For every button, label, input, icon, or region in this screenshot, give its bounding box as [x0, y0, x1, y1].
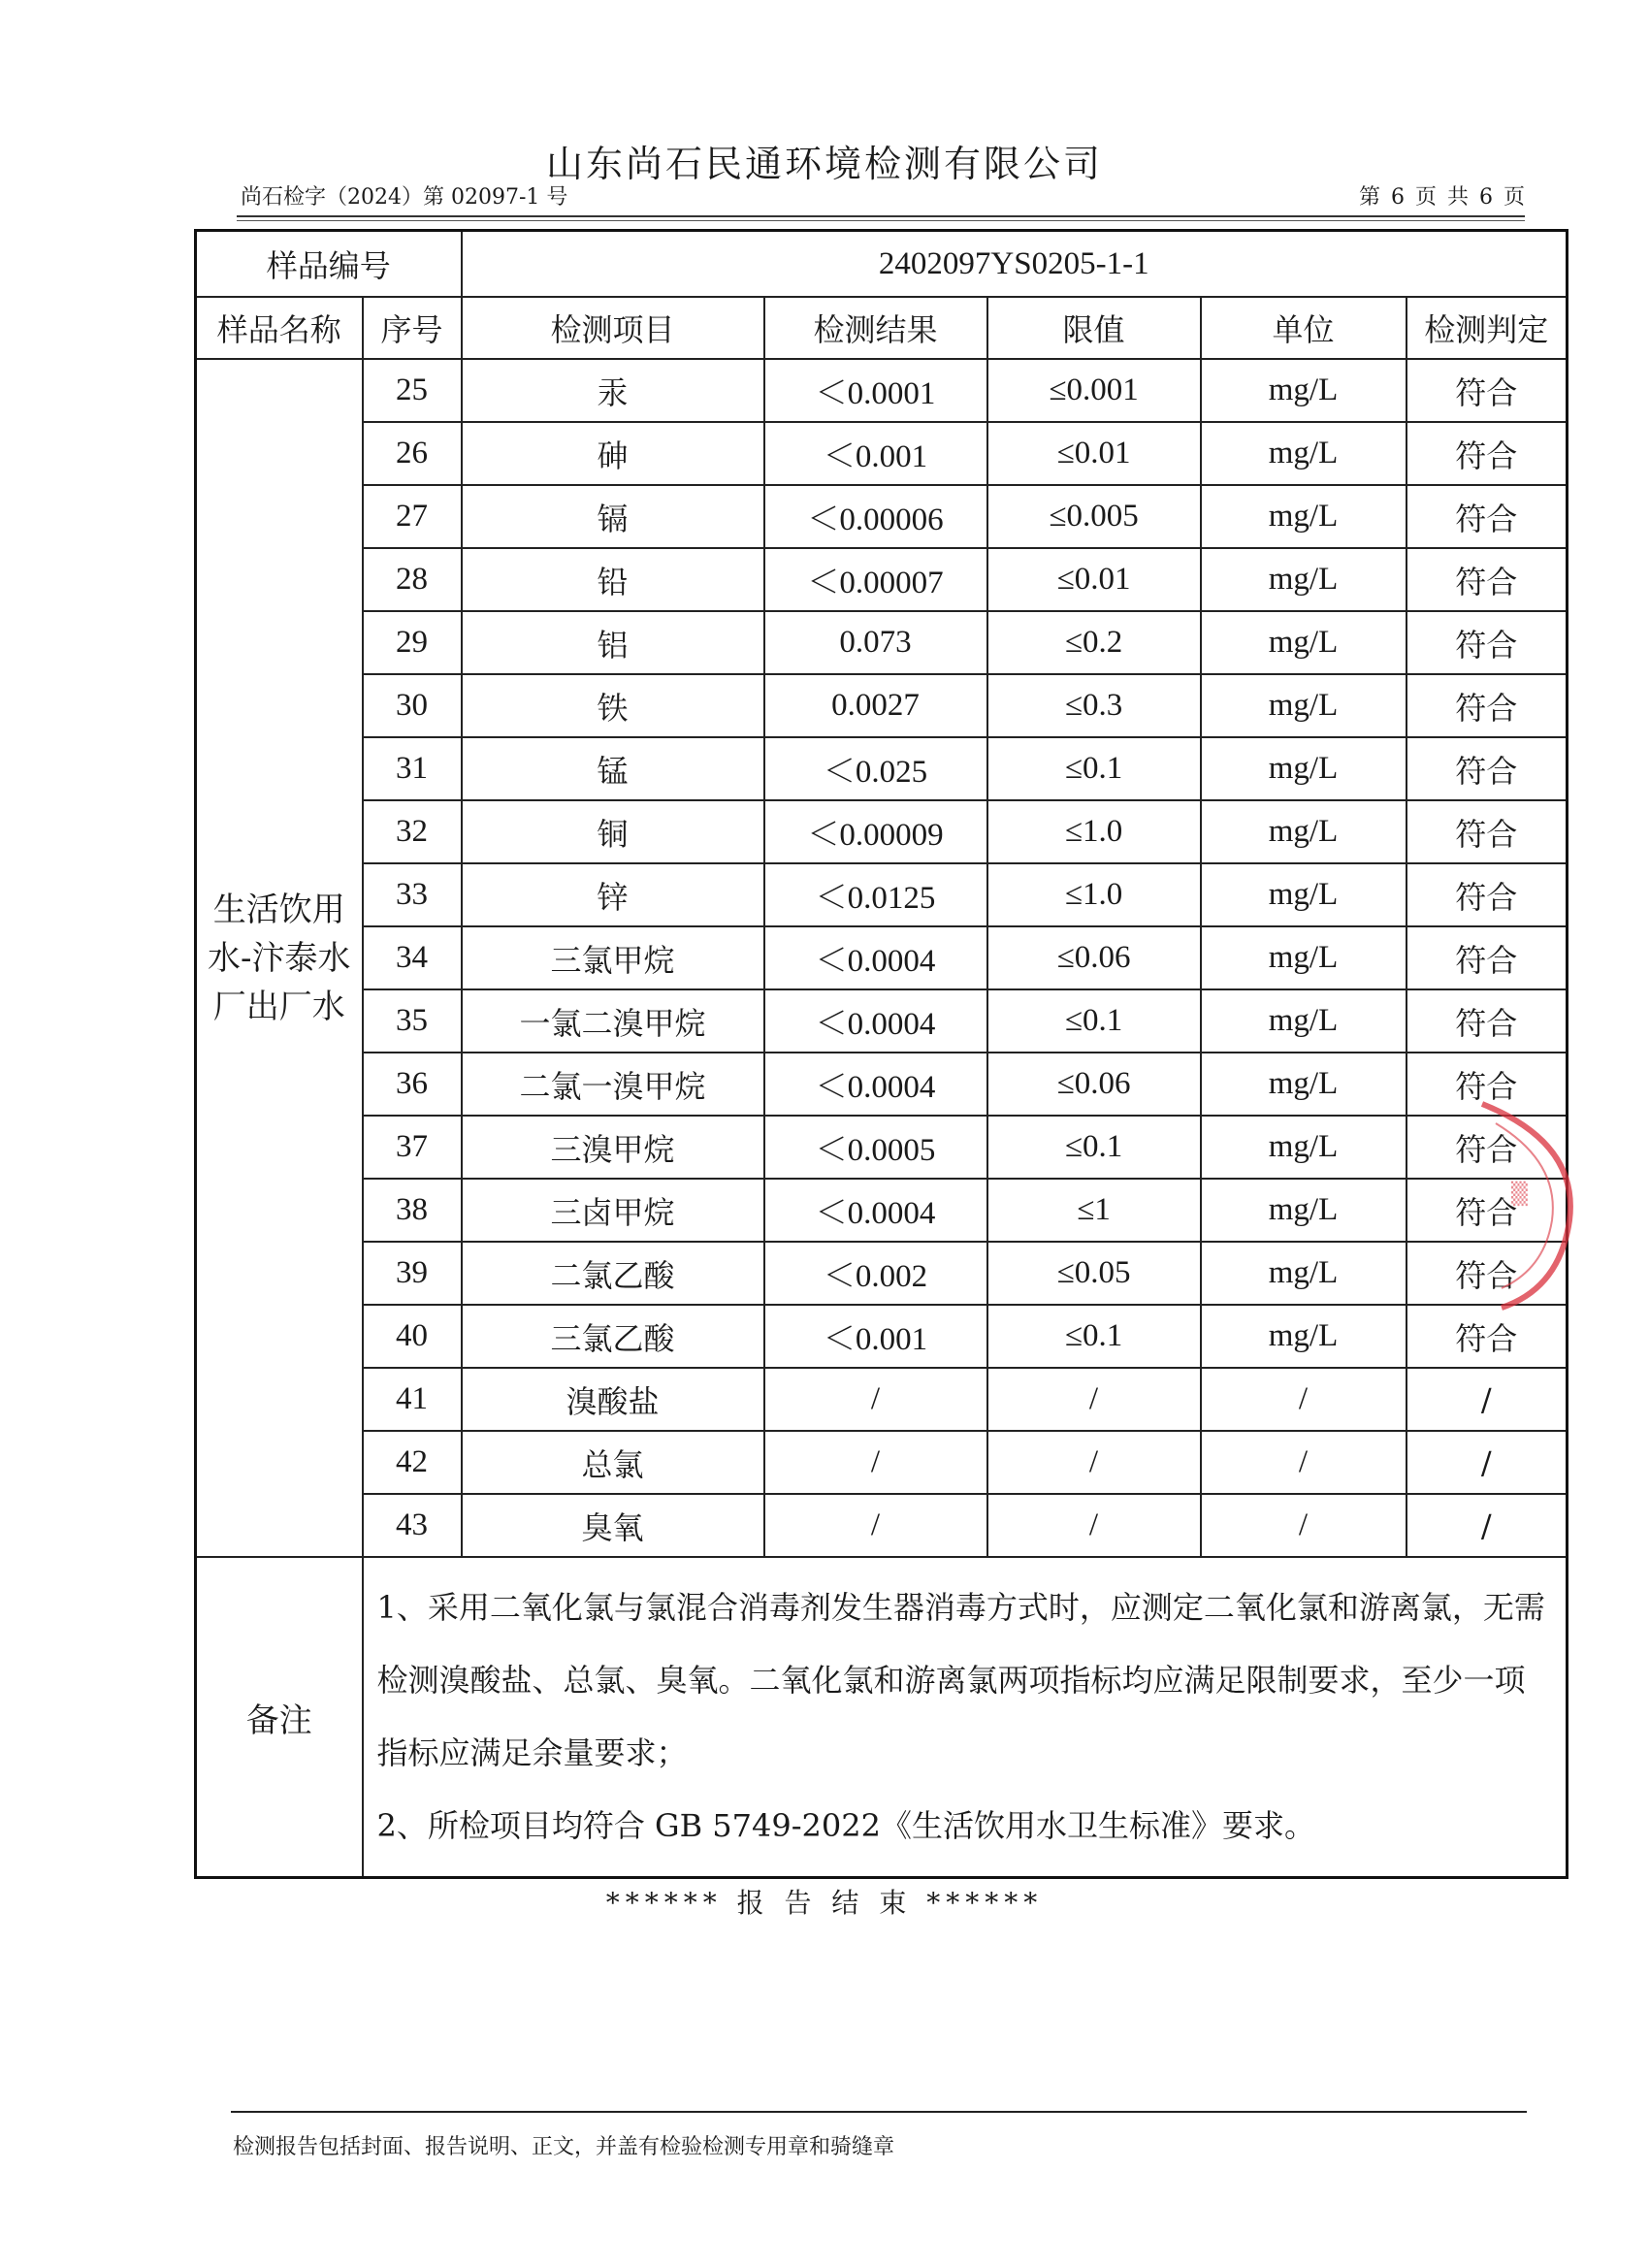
row-number: 33: [363, 863, 462, 926]
column-header-row: [196, 297, 1568, 359]
row-number: 27: [363, 485, 462, 548]
test-item: 锌: [462, 863, 764, 926]
sample-no-value: 2402097YS0205-1-1: [462, 231, 1568, 298]
judgement: /: [1406, 1494, 1568, 1557]
table-row: [196, 800, 1568, 863]
column-header: 检测结果: [764, 297, 987, 359]
judgement: 符合: [1406, 485, 1568, 548]
limit-value: ≤0.1: [987, 737, 1201, 800]
row-number: 38: [363, 1179, 462, 1242]
test-result: ＜0.001: [764, 1305, 987, 1368]
judgement: 符合: [1406, 1179, 1568, 1242]
column-header: 检测项目: [462, 297, 764, 359]
judgement: /: [1406, 1431, 1568, 1494]
table-row: [196, 1179, 1568, 1242]
limit-value: ≤1.0: [987, 800, 1201, 863]
test-result: /: [764, 1368, 987, 1431]
table-row: [196, 1242, 1568, 1305]
notes-content: [363, 1557, 1568, 1878]
unit: /: [1201, 1494, 1406, 1557]
unit: mg/L: [1201, 359, 1406, 422]
test-item: 二氯乙酸: [462, 1242, 764, 1305]
test-item: 二氯一溴甲烷: [462, 1053, 764, 1116]
table-row: [196, 989, 1568, 1053]
test-result: ＜0.0125: [764, 863, 987, 926]
test-result: ＜0.0001: [764, 359, 987, 422]
table-row: [196, 1305, 1568, 1368]
notes-row: [196, 1557, 1568, 1878]
row-number: 32: [363, 800, 462, 863]
column-header: 限值: [987, 297, 1201, 359]
test-result: ＜0.0004: [764, 1053, 987, 1116]
table-row: [196, 1494, 1568, 1557]
test-result: ＜0.00007: [764, 548, 987, 611]
row-number: 41: [363, 1368, 462, 1431]
judgement: 符合: [1406, 422, 1568, 485]
table-row: [196, 548, 1568, 611]
limit-value: ≤0.001: [987, 359, 1201, 422]
limit-value: ≤0.01: [987, 548, 1201, 611]
judgement: 符合: [1406, 359, 1568, 422]
test-item: 三氯乙酸: [462, 1305, 764, 1368]
sample-no-label: 样品编号: [196, 231, 462, 298]
table-row: [196, 674, 1568, 737]
note-item: 1、采用二氧化氯与氯混合消毒剂发生器消毒方式时，应测定二氧化氯和游离氯，无需检测溴酸盐、总氯、臭氧。二氧化氯和游离氯两项指标均应满足限制要求，至少一项指标应满足余量要求；: [376, 1589, 1545, 1771]
row-number: 34: [363, 926, 462, 989]
test-item: 铅: [462, 548, 764, 611]
test-item: 铝: [462, 611, 764, 674]
table-row: [196, 611, 1568, 674]
test-result: ＜0.0004: [764, 1179, 987, 1242]
table-row: [196, 926, 1568, 989]
test-item: 砷: [462, 422, 764, 485]
table-row: [196, 1431, 1568, 1494]
red-seal-stamp: [1463, 1085, 1591, 1317]
svg-text:▒: ▒: [1511, 1183, 1528, 1207]
table-row: [196, 1053, 1568, 1116]
page-info: 第 6 页 共 6 页: [1359, 185, 1527, 210]
table-row: [196, 863, 1568, 926]
judgement: 符合: [1406, 1116, 1568, 1179]
test-result-table: [194, 229, 1568, 1879]
judgement: 符合: [1406, 674, 1568, 737]
table-row: [196, 422, 1568, 485]
table-row: [196, 1368, 1568, 1431]
test-result: ＜0.001: [764, 422, 987, 485]
limit-value: ≤0.2: [987, 611, 1201, 674]
unit: mg/L: [1201, 422, 1406, 485]
test-item: 总氯: [462, 1431, 764, 1494]
limit-value: /: [987, 1494, 1201, 1557]
test-item: 锰: [462, 737, 764, 800]
unit: mg/L: [1201, 989, 1406, 1053]
sample-name-cell: 生活饮用水-汴泰水厂出厂水: [196, 359, 363, 1557]
unit: mg/L: [1201, 1305, 1406, 1368]
test-item: 汞: [462, 359, 764, 422]
test-item: 三氯甲烷: [462, 926, 764, 989]
limit-value: ≤0.1: [987, 989, 1201, 1053]
judgement: 符合: [1406, 1053, 1568, 1116]
judgement: 符合: [1406, 611, 1568, 674]
test-result: ＜0.00006: [764, 485, 987, 548]
judgement: 符合: [1406, 737, 1568, 800]
limit-value: ≤1.0: [987, 863, 1201, 926]
unit: mg/L: [1201, 1053, 1406, 1116]
document-number: 尚石检字（2024）第 02097-1 号: [241, 185, 568, 210]
column-header: 样品名称: [196, 297, 363, 359]
test-item: 铁: [462, 674, 764, 737]
row-number: 30: [363, 674, 462, 737]
sample-no-row: [196, 231, 1568, 298]
limit-value: ≤0.1: [987, 1305, 1201, 1368]
unit: /: [1201, 1368, 1406, 1431]
notes-label: 备注: [196, 1557, 363, 1878]
row-number: 25: [363, 359, 462, 422]
test-result: ＜0.0004: [764, 926, 987, 989]
test-item: 铜: [462, 800, 764, 863]
header-rule: [237, 215, 1525, 217]
limit-value: ≤0.05: [987, 1242, 1201, 1305]
test-result: ＜0.0005: [764, 1116, 987, 1179]
table-row: [196, 359, 1568, 422]
unit: mg/L: [1201, 674, 1406, 737]
judgement: 符合: [1406, 800, 1568, 863]
row-number: 26: [363, 422, 462, 485]
limit-value: ≤0.1: [987, 1116, 1201, 1179]
table-row: [196, 1116, 1568, 1179]
footer-rule: [231, 2111, 1527, 2113]
test-result: 0.0027: [764, 674, 987, 737]
limit-value: ≤0.06: [987, 1053, 1201, 1116]
row-number: 40: [363, 1305, 462, 1368]
row-number: 42: [363, 1431, 462, 1494]
row-number: 28: [363, 548, 462, 611]
limit-value: /: [987, 1431, 1201, 1494]
unit: mg/L: [1201, 548, 1406, 611]
test-item: 臭氧: [462, 1494, 764, 1557]
unit: mg/L: [1201, 1179, 1406, 1242]
unit: /: [1201, 1431, 1406, 1494]
test-item: 镉: [462, 485, 764, 548]
limit-value: ≤0.01: [987, 422, 1201, 485]
test-result: ＜0.00009: [764, 800, 987, 863]
limit-value: ≤0.005: [987, 485, 1201, 548]
row-number: 39: [363, 1242, 462, 1305]
row-number: 31: [363, 737, 462, 800]
unit: mg/L: [1201, 485, 1406, 548]
row-number: 29: [363, 611, 462, 674]
unit: mg/L: [1201, 926, 1406, 989]
column-header: 单位: [1201, 297, 1406, 359]
limit-value: /: [987, 1368, 1201, 1431]
test-item: 溴酸盐: [462, 1368, 764, 1431]
test-result: ＜0.0004: [764, 989, 987, 1053]
unit: mg/L: [1201, 800, 1406, 863]
test-item: 一氯二溴甲烷: [462, 989, 764, 1053]
test-result: /: [764, 1431, 987, 1494]
limit-value: ≤0.3: [987, 674, 1201, 737]
unit: mg/L: [1201, 1242, 1406, 1305]
test-result: /: [764, 1494, 987, 1557]
row-number: 43: [363, 1494, 462, 1557]
judgement: 符合: [1406, 1305, 1568, 1368]
unit: mg/L: [1201, 737, 1406, 800]
judgement: 符合: [1406, 926, 1568, 989]
table-row: [196, 485, 1568, 548]
report-end-mark: ****** 报 告 结 束 ******: [605, 1887, 1044, 1919]
unit: mg/L: [1201, 611, 1406, 674]
row-number: 36: [363, 1053, 462, 1116]
test-result: 0.073: [764, 611, 987, 674]
footer-note: 检测报告包括封面、报告说明、正文，并盖有检验检测专用章和骑缝章: [233, 2135, 895, 2159]
judgement: /: [1406, 1368, 1568, 1431]
judgement: 符合: [1406, 989, 1568, 1053]
test-item: 三卤甲烷: [462, 1179, 764, 1242]
test-item: 三溴甲烷: [462, 1116, 764, 1179]
unit: mg/L: [1201, 863, 1406, 926]
judgement: 符合: [1406, 863, 1568, 926]
column-header: 序号: [363, 297, 462, 359]
judgement: 符合: [1406, 548, 1568, 611]
limit-value: ≤0.06: [987, 926, 1201, 989]
row-number: 37: [363, 1116, 462, 1179]
note-item: 2、所检项目均符合 GB 5749-2022《生活饮用水卫生标准》要求。: [376, 1807, 1315, 1844]
column-header: 检测判定: [1406, 297, 1568, 359]
unit: mg/L: [1201, 1116, 1406, 1179]
test-result: ＜0.025: [764, 737, 987, 800]
row-number: 35: [363, 989, 462, 1053]
judgement: 符合: [1406, 1242, 1568, 1305]
limit-value: ≤1: [987, 1179, 1201, 1242]
table-row: [196, 737, 1568, 800]
test-result: ＜0.002: [764, 1242, 987, 1305]
company-title: 山东尚石民通环境检测有限公司: [545, 143, 1103, 185]
header-rule-thin: [237, 220, 1525, 221]
